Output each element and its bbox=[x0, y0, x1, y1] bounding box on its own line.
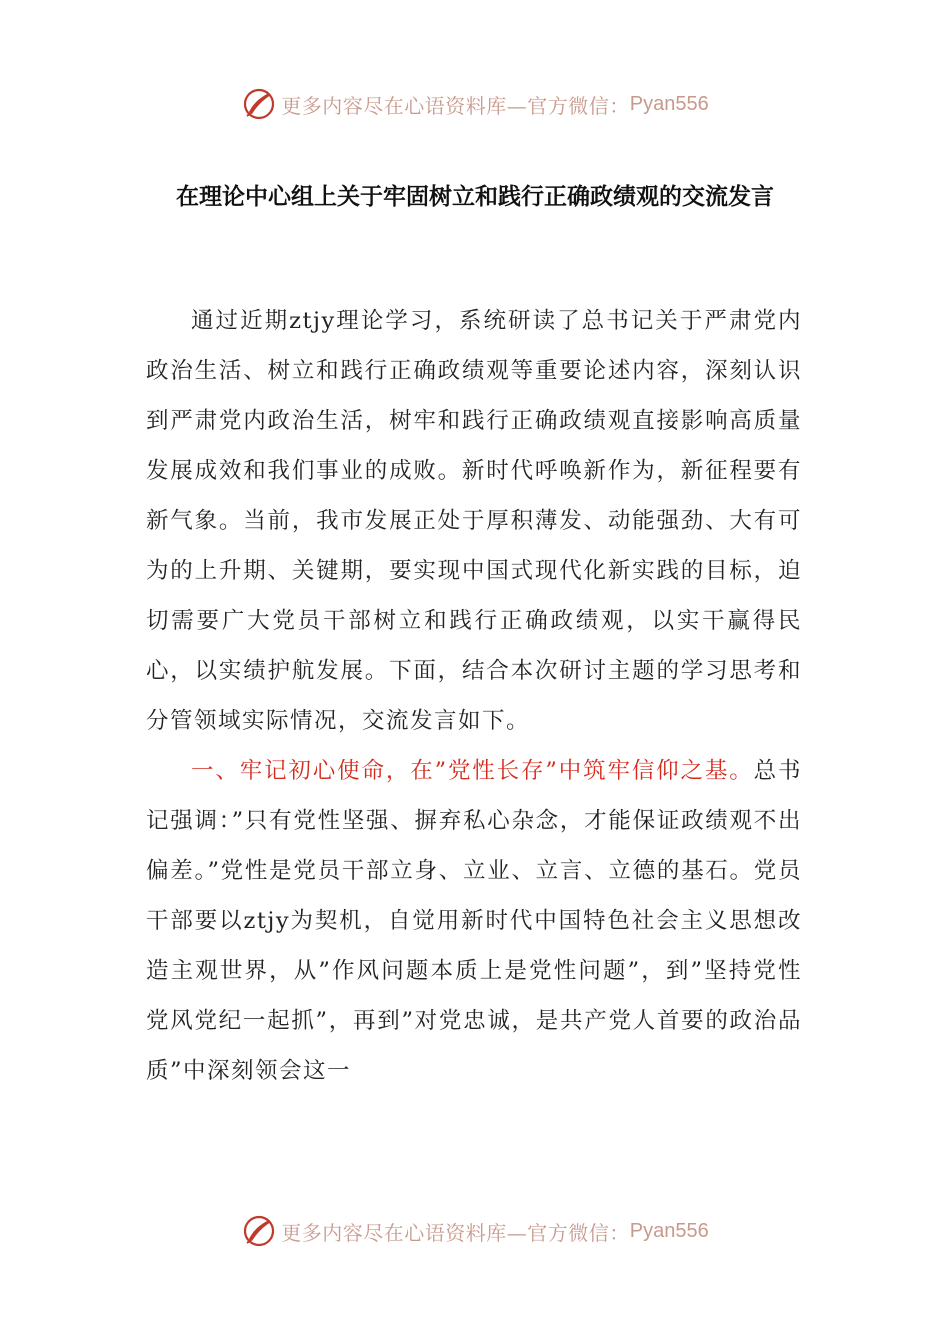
banner-text: 更多内容尽在心语资料库—官方微信： bbox=[281, 1220, 630, 1245]
header-watermark-banner bbox=[0, 84, 950, 124]
section-1-paragraph bbox=[146, 746, 802, 1096]
banner-wechat-id: Pyan556 bbox=[629, 1219, 709, 1242]
pen-logo-icon bbox=[241, 1213, 277, 1249]
document-title: 在理论中心组上关于牢固树立和践行正确政绩观的交流发言 bbox=[176, 184, 774, 210]
pen-logo-icon bbox=[241, 86, 277, 122]
banner-wechat-id: Pyan556 bbox=[629, 92, 709, 115]
section-1-heading: 一、牢记初心使命，在”党性长存”中筑牢信仰之基。 bbox=[191, 758, 754, 784]
footer-watermark-banner bbox=[0, 1211, 950, 1251]
intro-paragraph: 通过近期ztjy理论学习，系统研读了总书记关于严肃党内政治生活、树立和践行正确政绩观等重要论述内容，深刻认识到严肃党内政治生活，树牢和践行正确政绩观直接影响高质量发展成效和我们事业的成败。新时代呼唤新作为，新征程要有新气象。当前，我市发展正处于厚积薄发、动能强劲、大有可为的上升期、关键期，要实现中国式现代化新实践的目标，迫切需要广大党员干部树立和践行正确政绩观，以实干赢得民心，以实绩护航发展。下面，结合本次研讨主题的学习思考和分管领域实际情况，交流发言如下。 bbox=[146, 308, 802, 734]
document-body bbox=[146, 296, 802, 1096]
section-1-body: 总书记强调：”只有党性坚强、摒弃私心杂念，才能保证政绩观不出偏差。”党性是党员干部立身、立业、立言、立德的基石。党员干部要以ztjy为契机，自觉用新时代中国特色社会主义思想改造主观世界，从”作风问题本质上是党性问题”，到”坚持党性党风党纪一起抓”，再到”对党忠诚，是共产党人首要的政治品质”中深刻领会这一 bbox=[146, 758, 802, 1084]
banner-text: 更多内容尽在心语资料库—官方微信： bbox=[281, 93, 630, 118]
